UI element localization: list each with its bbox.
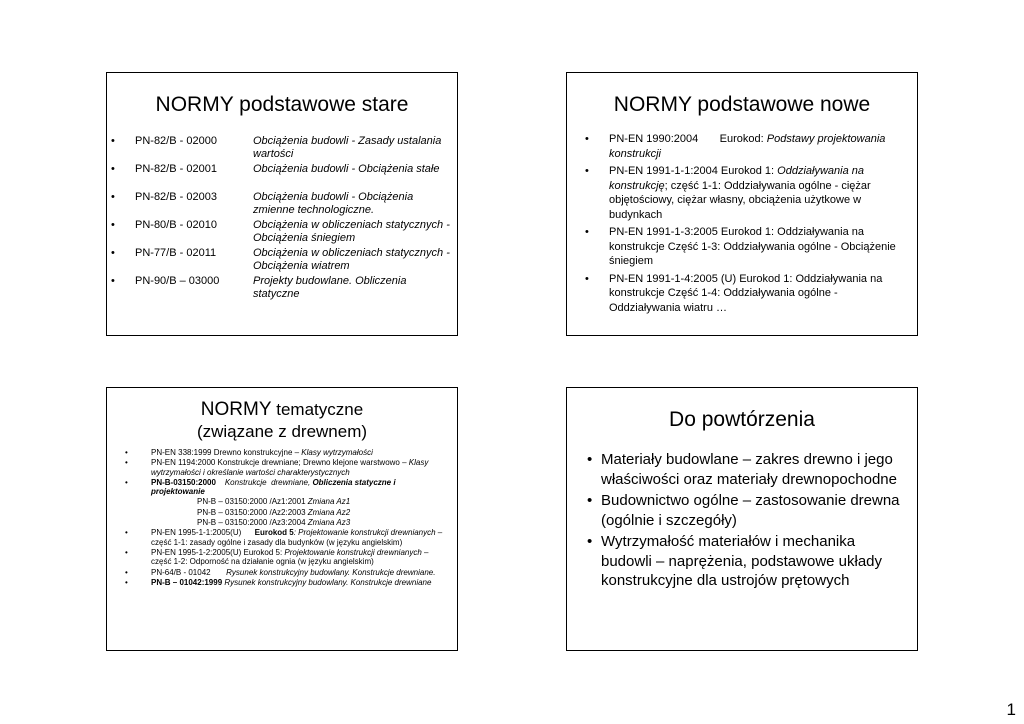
item-italic: Projektowanie konstrukcji drewnianych xyxy=(284,547,422,557)
item-text: PN-EN 1995-1-2:2005(U) Eurokod 5: xyxy=(151,547,285,557)
slide-title xyxy=(107,399,457,443)
item-text-rest: – część 1-1: zasady ogólne i zasady dla budynków (w języku angielskim) xyxy=(151,528,443,547)
norm-code: PN-80/B - 02010 xyxy=(135,219,217,231)
item-italic: Oddziaływania na konstrukcję xyxy=(609,165,864,192)
bullet: • xyxy=(111,275,115,287)
item-bold: PN-B – 01042:1999 xyxy=(151,577,223,587)
bullet: • xyxy=(111,191,115,203)
list-item xyxy=(125,528,443,547)
item-bold-italic: Obliczenia statyczne i projektowanie xyxy=(151,477,396,497)
list-item xyxy=(111,219,451,247)
item-italic: Podstawy projektowania konstrukcji xyxy=(609,133,886,160)
bullet: • xyxy=(125,528,128,538)
norm-list xyxy=(585,132,905,318)
list-item xyxy=(585,272,905,316)
title-main: NORMY xyxy=(200,399,272,420)
norm-list xyxy=(125,448,443,588)
page-number: 1 xyxy=(1006,700,1016,719)
norm-code: PN-90/B – 03000 xyxy=(135,275,220,287)
bullet: • xyxy=(125,477,128,487)
item-italic: Zmiana Az1 xyxy=(307,497,351,507)
item-italic: Zmiana Az3 xyxy=(307,518,351,528)
list-item xyxy=(111,163,451,191)
item-text: PN-EN 1995-1-1:2005(U) xyxy=(151,528,255,538)
slide-normy-nowe xyxy=(566,72,918,336)
list-item xyxy=(587,450,903,489)
bullet: • xyxy=(125,577,128,587)
item-italic: Rysunek konstrukcyjny budowlany. Konstrukcje drewniane xyxy=(222,577,432,587)
norm-code: PN-82/B - 02001 xyxy=(135,163,217,175)
list-item xyxy=(125,548,443,567)
item-text: PN-EN 1991-1-3:2005 Eurokod 1: Oddziaływania na konstrukcje Część 1-3: Oddziaływania ogólne - Obciążenie śniegiem xyxy=(609,226,896,267)
list-item xyxy=(111,247,451,275)
bullet: • xyxy=(585,165,589,177)
bullet: • xyxy=(587,533,593,550)
norm-desc: Obciążenia budowli - Obciążenia zmienne technologiczne. xyxy=(253,191,414,216)
review-list xyxy=(587,450,903,593)
item-text: PN-B – 03150:2000 /Az2:2003 xyxy=(197,507,308,517)
item-bold: Eurokod 5 xyxy=(254,528,294,538)
item-italic: Konstrukcje drewniane, xyxy=(215,477,313,487)
slide-title: NORMY podstawowe nowe xyxy=(613,93,871,116)
norm-desc: Obciążenia budowli - Zasady ustalania wartości xyxy=(253,135,442,160)
item-text: PN-EN 1991-1-4:2005 (U) Eurokod 1: Oddziaływania na konstrukcje Część 1-4: Oddziaływania ogólne - Oddziaływania wiatru … xyxy=(609,272,883,314)
list-item xyxy=(585,132,905,161)
slide-normy-tematyczne xyxy=(106,387,458,651)
list-item xyxy=(587,532,903,591)
title-rest: tematyczne xyxy=(271,400,364,419)
norm-desc: Projekty budowlane. Obliczenia statyczne xyxy=(253,275,407,300)
list-item xyxy=(111,275,451,303)
list-item xyxy=(125,568,443,577)
bullet: • xyxy=(125,547,128,557)
item-text: PN-64/B - 01042 xyxy=(151,567,227,577)
list-subitem xyxy=(125,518,443,527)
item-text: PN-EN 1194:2000 Konstrukcje drewniane; Drewno klejone warstwowo – xyxy=(151,458,409,468)
slide-title: NORMY podstawowe stare xyxy=(155,93,409,116)
bullet: • xyxy=(111,135,115,147)
norm-code: PN-77/B - 02011 xyxy=(135,247,217,259)
item-text: Budownictwo ogólne – zastosowanie drewna (ogólnie i szczegóły) xyxy=(601,492,900,529)
item-text: Materiały budowlane – zakres drewno i jego właściwości oraz materiały drewnopochodne xyxy=(601,451,897,488)
list-item xyxy=(125,578,443,587)
item-text-rest: ; część 1-1: Oddziaływania ogólne - ciężar objętościowy, ciężar własny, obciążenia użytkowe w budynkach xyxy=(609,179,871,221)
slide-do-powtorzenia xyxy=(566,387,918,651)
norm-desc: Obciążenia budowli - Obciążenia stałe xyxy=(253,163,440,175)
list-item xyxy=(125,458,443,477)
norm-desc: Obciążenia w obliczeniach statycznych - Obciążenia wiatrem xyxy=(253,247,450,272)
item-italic: Klasy wytrzymałości i określanie wartości charakterystycznych xyxy=(151,458,429,477)
bullet: • xyxy=(111,219,115,231)
item-bold: PN-B-03150:2000 xyxy=(151,477,216,487)
item-italic: Klasy wytrzymałości xyxy=(301,448,373,457)
slide-normy-stare xyxy=(106,72,458,336)
list-subitem xyxy=(125,508,443,517)
item-text: PN-B – 03150:2000 /Az3:2004 xyxy=(197,518,308,528)
norm-desc: Obciążenia w obliczeniach statycznych - Obciążenia śniegiem xyxy=(253,219,450,244)
norm-list xyxy=(111,135,451,303)
list-item xyxy=(125,478,443,497)
bullet: • xyxy=(587,492,593,509)
bullet: • xyxy=(111,247,115,259)
norm-code: PN-82/B - 02000 xyxy=(135,135,217,147)
item-text: PN-EN 338:1999 Drewno konstrukcyjne – xyxy=(151,448,302,457)
item-italic: : Projektowanie konstrukcji drewnianych xyxy=(293,528,436,538)
bullet: • xyxy=(111,163,115,175)
list-item xyxy=(125,448,443,457)
list-item xyxy=(587,491,903,530)
list-item xyxy=(585,164,905,222)
slide-title: Do powtórzenia xyxy=(669,408,815,431)
list-subitem xyxy=(125,497,443,506)
bullet: • xyxy=(585,133,589,145)
item-text: PN-EN 1991-1-1:2004 Eurokod 1: xyxy=(609,165,778,177)
item-text: PN-EN 1990:2004 Eurokod: xyxy=(609,133,767,145)
norm-code: PN-82/B - 02003 xyxy=(135,191,217,203)
bullet: • xyxy=(125,458,128,468)
bullet: • xyxy=(125,567,128,577)
bullet: • xyxy=(587,451,593,468)
bullet: • xyxy=(585,226,589,238)
item-text: PN-B – 03150:2000 /Az1:2001 xyxy=(197,497,308,507)
item-italic: Rysunek konstrukcyjny budowlany. Konstrukcje drewniane. xyxy=(226,567,436,577)
list-item xyxy=(111,135,451,163)
bullet: • xyxy=(585,272,589,285)
list-item xyxy=(585,225,905,269)
item-text: Wytrzymałość materiałów i mechanika budowli – naprężenia, podstawowe układy konstrukcyjne dla ustrojów prętowych xyxy=(601,533,883,589)
bullet: • xyxy=(125,448,128,457)
title-line2: (związane z drewnem) xyxy=(196,422,368,441)
item-italic: Zmiana Az2 xyxy=(307,507,351,517)
list-item xyxy=(111,191,451,219)
item-text-rest: – część 1-2: Odporność na działanie ognia (w języku angielskim) xyxy=(151,547,429,567)
